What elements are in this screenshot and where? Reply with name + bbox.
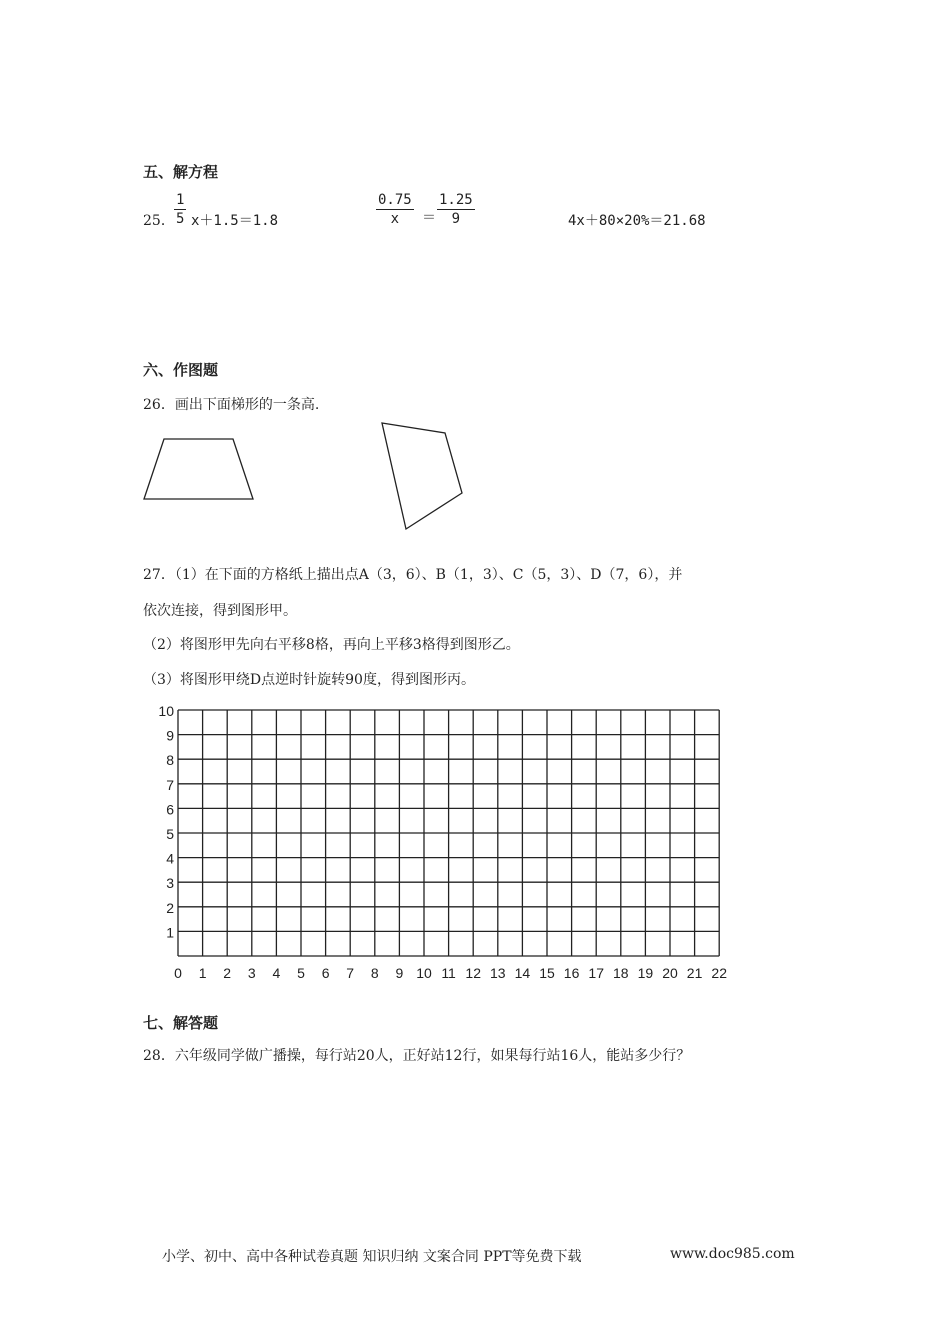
x-axis-label: 18 xyxy=(613,965,629,981)
y-axis-label: 4 xyxy=(166,850,174,867)
x-axis-label: 11 xyxy=(441,965,456,981)
equation-2-left-denominator: x xyxy=(390,211,400,227)
equation-1-fraction xyxy=(174,192,186,227)
coordinate-grid xyxy=(140,700,740,990)
x-axis-label: 1 xyxy=(198,965,207,981)
x-axis-label: 9 xyxy=(395,965,404,981)
x-axis-label: 10 xyxy=(416,965,432,981)
x-axis-label: 17 xyxy=(588,965,604,981)
y-axis-label: 7 xyxy=(166,776,174,793)
x-axis-label: 8 xyxy=(370,965,379,981)
x-axis-label: 7 xyxy=(346,965,355,981)
x-axis-label: 13 xyxy=(490,965,506,981)
question-25-number: 25． xyxy=(143,213,175,229)
x-axis-label: 0 xyxy=(174,965,182,981)
question-27-line1: 27．（1）在下面的方格纸上描出点A（3，6）、B（1，3）、C（5，3）、D（7，6），并 xyxy=(143,567,683,583)
x-axis-label: 15 xyxy=(539,965,555,981)
equation-2-right-fraction xyxy=(437,192,475,227)
x-axis-label: 14 xyxy=(514,965,531,981)
section5-heading: 五、解方程 xyxy=(143,163,219,181)
x-axis-label: 3 xyxy=(247,965,256,981)
equation-2-equals: ＝ xyxy=(422,210,436,226)
equation-2-left-fraction xyxy=(376,192,414,227)
x-axis-label: 6 xyxy=(321,965,330,981)
trapezoid-figure-2 xyxy=(378,420,468,532)
y-axis-label: 2 xyxy=(166,899,174,916)
footer-text: 小学、初中、高中各种试卷真题 知识归纳 文案合同 PPT等免费下载 xyxy=(162,1249,582,1265)
x-axis-label: 5 xyxy=(297,965,305,981)
equation-1-numerator: 1 xyxy=(176,192,185,208)
x-axis-label: 19 xyxy=(637,965,654,981)
equation-2-left-numerator: 0.75 xyxy=(378,192,412,208)
y-axis-label: 9 xyxy=(166,727,174,744)
equation-1-rest: x＋1.5＝1.8 xyxy=(191,213,279,229)
y-axis-label: 8 xyxy=(166,752,174,769)
y-axis-label: 5 xyxy=(166,826,174,842)
equation-3: 4x＋80×20%＝21.68 xyxy=(568,213,706,229)
section6-heading: 六、作图题 xyxy=(143,361,219,379)
section7-heading: 七、解答题 xyxy=(143,1014,219,1032)
question-27-part3: （3）将图形甲绕D点逆时针旋转90度，得到图形丙。 xyxy=(143,672,475,688)
x-axis-label: 20 xyxy=(662,965,678,981)
x-axis-label: 16 xyxy=(563,965,580,981)
footer-url[interactable]: www.doc985.com xyxy=(670,1246,795,1262)
trapezoid-figure-1 xyxy=(140,436,258,504)
x-axis-label: 4 xyxy=(272,965,281,981)
equation-2-right-numerator: 1.25 xyxy=(439,192,473,208)
y-axis-label: 3 xyxy=(166,875,174,892)
question-28: 28．六年级同学做广播操，每行站20人，正好站12行，如果每行站16人，能站多少行？ xyxy=(143,1048,691,1064)
question-27-line2: 依次连接，得到图形甲。 xyxy=(143,603,297,619)
equation-2-right-denominator: 9 xyxy=(451,211,461,227)
question-27-part2: （2）将图形甲先向右平移8格，再向上平移3格得到图形乙。 xyxy=(143,637,520,653)
question-26: 26．画出下面梯形的一条高. xyxy=(143,397,320,413)
y-axis-label: 6 xyxy=(166,801,174,818)
equation-1-denominator: 5 xyxy=(176,211,185,227)
x-axis-label: 2 xyxy=(223,965,232,981)
y-axis-label: 10 xyxy=(158,703,174,719)
x-axis-label: 21 xyxy=(686,965,703,981)
y-axis-label: 1 xyxy=(166,924,174,941)
x-axis-label: 22 xyxy=(711,965,727,981)
x-axis-label: 12 xyxy=(465,965,481,981)
